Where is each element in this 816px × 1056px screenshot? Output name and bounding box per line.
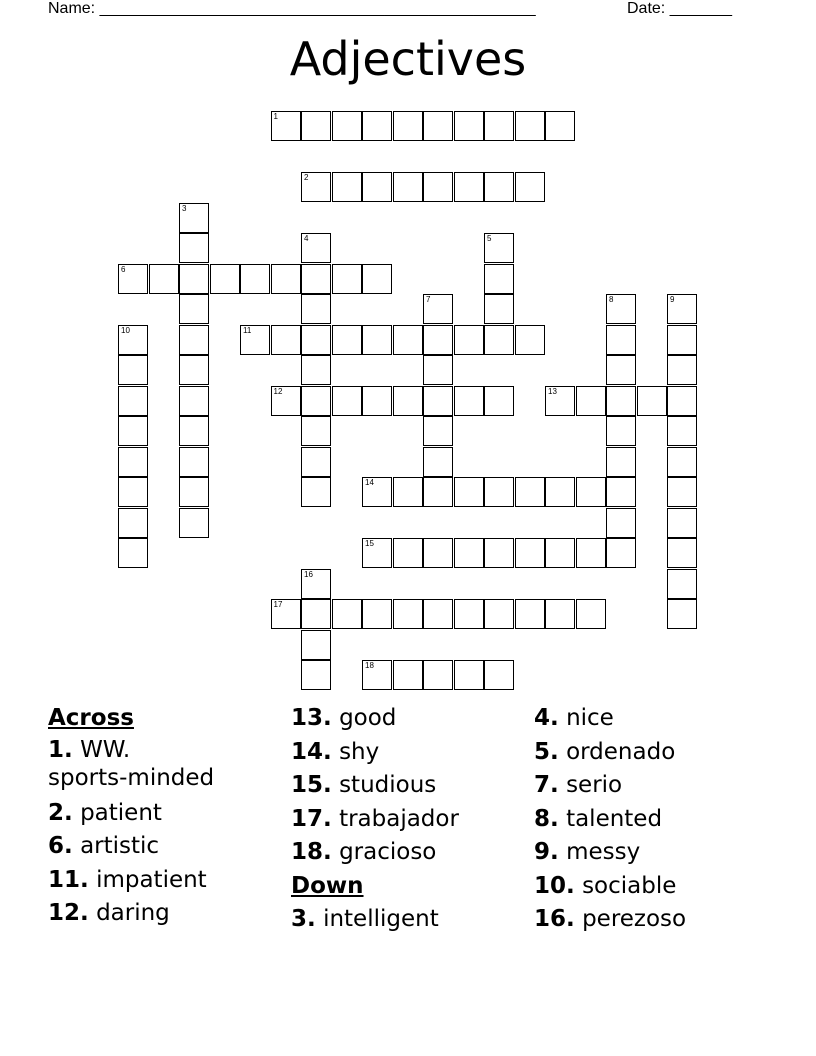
crossword-cell[interactable]	[515, 477, 545, 507]
crossword-cell[interactable]	[118, 508, 148, 538]
crossword-cell[interactable]	[484, 172, 514, 202]
crossword-cell[interactable]	[301, 111, 331, 141]
clue-text-continued: sports-minded	[48, 764, 215, 791]
cell-number: 8	[609, 295, 614, 304]
crossword-cell[interactable]	[667, 386, 697, 416]
date-label: Date:	[627, 0, 666, 17]
clue-across-11	[48, 864, 214, 898]
clue-text: sociable	[582, 872, 677, 899]
crossword-cell[interactable]	[301, 569, 331, 599]
crossword-cell[interactable]	[179, 233, 209, 263]
clue-down-9	[534, 836, 686, 870]
crossword-cell[interactable]	[301, 477, 331, 507]
crossword-cell[interactable]	[667, 416, 697, 446]
crossword-cell[interactable]	[515, 172, 545, 202]
cell-number: 6	[121, 264, 126, 274]
cell-number: 9	[670, 295, 675, 304]
cell-number: 2	[304, 173, 309, 182]
crossword-cell[interactable]	[393, 111, 423, 141]
crossword-cell[interactable]	[362, 386, 392, 416]
crossword-cell[interactable]	[179, 264, 209, 294]
crossword-cell[interactable]	[667, 508, 697, 538]
clue-across-2	[48, 797, 214, 831]
crossword-cell[interactable]	[301, 355, 331, 385]
crossword-cell[interactable]	[545, 477, 575, 507]
clue-text: perezoso	[582, 906, 687, 932]
crossword-cell[interactable]	[149, 264, 179, 294]
crossword-cell[interactable]	[118, 416, 148, 446]
cell-number: 11	[243, 325, 252, 335]
crossword-cell[interactable]	[393, 538, 423, 568]
crossword-cell[interactable]	[118, 355, 148, 385]
clue-text: trabajador	[339, 805, 459, 832]
clue-across-6	[48, 830, 214, 864]
crossword-cell[interactable]	[637, 386, 667, 416]
clue-text: studious	[339, 772, 437, 798]
clue-number: 10.	[534, 872, 575, 899]
crossword-cell[interactable]	[423, 477, 453, 507]
crossword-cell[interactable]	[423, 294, 453, 324]
crossword-cell[interactable]	[393, 325, 423, 355]
crossword-cell[interactable]	[118, 538, 148, 568]
clue-text: WW.	[80, 736, 131, 763]
crossword-cell[interactable]	[454, 172, 484, 202]
crossword-cell[interactable]	[515, 599, 545, 629]
cell-number: 18	[365, 661, 374, 670]
crossword-cell[interactable]	[606, 508, 636, 538]
crossword-cell[interactable]	[576, 538, 606, 568]
crossword-cell[interactable]	[545, 599, 575, 629]
crossword-cell[interactable]	[393, 477, 423, 507]
crossword-cell[interactable]	[332, 172, 362, 202]
clue-text: impatient	[96, 866, 207, 893]
clue-down-7	[534, 769, 686, 803]
crossword-cell[interactable]	[667, 325, 697, 355]
crossword-cell[interactable]	[271, 264, 301, 294]
crossword-cell[interactable]	[118, 447, 148, 477]
clue-across-13	[291, 702, 459, 736]
crossword-cell[interactable]	[240, 264, 270, 294]
crossword-cell[interactable]	[576, 477, 606, 507]
crossword-cell[interactable]	[484, 660, 514, 690]
crossword-cell[interactable]	[515, 111, 545, 141]
crossword-cell[interactable]	[667, 294, 697, 324]
crossword-cell[interactable]	[118, 264, 148, 294]
crossword-cell[interactable]	[301, 599, 331, 629]
clue-text: talented	[566, 805, 663, 832]
crossword-cell[interactable]	[515, 325, 545, 355]
crossword-cell[interactable]	[515, 538, 545, 568]
crossword-cell[interactable]	[362, 264, 392, 294]
cell-number: 16	[304, 569, 313, 579]
crossword-cell[interactable]	[545, 111, 575, 141]
crossword-cell[interactable]	[179, 355, 209, 385]
crossword-cell[interactable]	[301, 294, 331, 324]
cell-number: 13	[548, 386, 557, 396]
crossword-cell[interactable]	[179, 386, 209, 416]
clue-number: 2.	[48, 799, 73, 826]
clue-across-18	[291, 836, 459, 870]
crossword-cell[interactable]	[179, 203, 209, 233]
clue-number: 9.	[534, 839, 559, 865]
crossword-cell[interactable]	[423, 325, 453, 355]
clue-number: 8.	[534, 805, 559, 832]
clue-column-2	[291, 702, 459, 937]
crossword-cell[interactable]	[667, 355, 697, 385]
clue-across-15	[291, 769, 459, 803]
clue-down-8	[534, 803, 686, 837]
clue-text: artistic	[80, 833, 160, 859]
crossword-cell[interactable]	[210, 264, 240, 294]
crossword-cell[interactable]	[606, 477, 636, 507]
clue-number: 5.	[534, 738, 559, 765]
crossword-cell[interactable]	[362, 538, 392, 568]
clue-text: daring	[96, 900, 170, 926]
page-title: Adjectives	[289, 32, 527, 86]
crossword-cell[interactable]	[484, 233, 514, 263]
crossword-cell[interactable]	[179, 477, 209, 507]
clue-text: gracioso	[339, 839, 437, 865]
cell-number: 14	[365, 478, 374, 487]
crossword-cell[interactable]	[301, 630, 331, 660]
crossword-cell[interactable]	[393, 660, 423, 690]
crossword-cell[interactable]	[393, 386, 423, 416]
crossword-cell[interactable]	[423, 660, 453, 690]
crossword-cell[interactable]	[606, 325, 636, 355]
clue-across-14	[291, 736, 459, 770]
cell-number: 7	[426, 295, 431, 304]
name-label: Name:	[48, 0, 96, 17]
crossword-cell[interactable]	[606, 355, 636, 385]
crossword-cell[interactable]	[454, 477, 484, 507]
crossword-cell[interactable]	[118, 386, 148, 416]
clue-down-10	[534, 870, 686, 904]
crossword-cell[interactable]	[118, 477, 148, 507]
clue-column-1	[48, 702, 214, 931]
across-heading: Across	[48, 705, 134, 731]
clue-number: 7.	[534, 772, 559, 798]
cell-number: 1	[273, 112, 278, 121]
crossword-cell[interactable]	[271, 325, 301, 355]
clue-number: 12.	[48, 900, 89, 926]
crossword-cell[interactable]	[332, 599, 362, 629]
clue-down-16	[534, 903, 686, 937]
crossword-cell[interactable]	[606, 447, 636, 477]
crossword-cell[interactable]	[301, 447, 331, 477]
clue-across-12	[48, 897, 214, 931]
clue-down-5	[534, 736, 686, 770]
crossword-cell[interactable]	[423, 447, 453, 477]
clue-number: 14.	[291, 738, 332, 765]
crossword-cell[interactable]	[179, 294, 209, 324]
crossword-cell[interactable]	[484, 264, 514, 294]
clue-across-1	[48, 736, 214, 797]
crossword-cell[interactable]	[423, 111, 453, 141]
crossword-cell[interactable]	[545, 538, 575, 568]
clue-text: ordenado	[566, 738, 676, 765]
crossword-cell[interactable]	[484, 599, 514, 629]
crossword-cell[interactable]	[332, 325, 362, 355]
crossword-cell[interactable]	[301, 172, 331, 202]
crossword-cell[interactable]	[301, 325, 331, 355]
crossword-cell[interactable]	[454, 111, 484, 141]
crossword-cell[interactable]	[454, 599, 484, 629]
clue-column-3	[534, 702, 686, 937]
crossword-cell[interactable]	[118, 325, 148, 355]
clue-number: 1.	[48, 736, 73, 763]
name-blank: _________________________________________________	[99, 0, 536, 17]
clue-number: 13.	[291, 705, 332, 731]
crossword-cell[interactable]	[667, 447, 697, 477]
cell-number: 4	[304, 234, 309, 243]
crossword-cell[interactable]	[362, 325, 392, 355]
crossword-cell[interactable]	[576, 599, 606, 629]
crossword-cell[interactable]	[484, 477, 514, 507]
clue-text: messy	[566, 839, 641, 865]
crossword-cell[interactable]	[606, 416, 636, 446]
crossword-cell[interactable]	[454, 538, 484, 568]
crossword-cell[interactable]	[362, 172, 392, 202]
crossword-cell[interactable]	[454, 325, 484, 355]
crossword-cell[interactable]	[393, 172, 423, 202]
cell-number: 5	[487, 234, 492, 243]
cell-number: 12	[273, 386, 283, 396]
clue-number: 6.	[48, 833, 73, 859]
down-heading: Down	[291, 872, 364, 899]
crossword-cell[interactable]	[423, 599, 453, 629]
crossword-cell[interactable]	[545, 386, 575, 416]
crossword-cell[interactable]	[179, 325, 209, 355]
crossword-cell[interactable]	[362, 660, 392, 690]
crossword-cell[interactable]	[606, 294, 636, 324]
clue-text: patient	[80, 799, 162, 826]
clue-text: intelligent	[323, 906, 439, 932]
crossword-cell[interactable]	[332, 264, 362, 294]
clue-number: 11.	[48, 866, 89, 893]
clue-number: 3.	[291, 906, 316, 932]
crossword-cell[interactable]	[332, 111, 362, 141]
cell-number: 17	[273, 600, 283, 609]
crossword-cell[interactable]	[362, 477, 392, 507]
crossword-cell[interactable]	[271, 599, 301, 629]
crossword-cell[interactable]	[362, 111, 392, 141]
crossword-cell[interactable]	[179, 447, 209, 477]
crossword-cell[interactable]	[301, 416, 331, 446]
crossword-cell[interactable]	[667, 538, 697, 568]
clue-down-4	[534, 702, 686, 736]
clue-across-17	[291, 803, 459, 837]
crossword-cell[interactable]	[667, 477, 697, 507]
crossword-cell[interactable]	[667, 569, 697, 599]
crossword-cell[interactable]	[576, 386, 606, 416]
crossword-cell[interactable]	[423, 355, 453, 385]
crossword-cell[interactable]	[484, 111, 514, 141]
crossword-cell[interactable]	[606, 538, 636, 568]
crossword-cell[interactable]	[301, 386, 331, 416]
crossword-cell[interactable]	[423, 538, 453, 568]
clue-number: 15.	[291, 772, 332, 798]
crossword-cell[interactable]	[271, 386, 301, 416]
cell-number: 10	[121, 325, 130, 335]
crossword-cell[interactable]	[332, 386, 362, 416]
crossword-cell[interactable]	[423, 172, 453, 202]
clue-number: 16.	[534, 906, 575, 932]
crossword-cell[interactable]	[484, 538, 514, 568]
clue-text: serio	[566, 772, 623, 798]
clue-text: nice	[566, 705, 614, 731]
crossword-cell[interactable]	[484, 325, 514, 355]
crossword-cell[interactable]	[301, 660, 331, 690]
crossword-cell[interactable]	[271, 111, 301, 141]
cell-number: 15	[365, 539, 374, 548]
crossword-cell[interactable]	[393, 599, 423, 629]
crossword-cell[interactable]	[423, 386, 453, 416]
clue-text: shy	[339, 738, 380, 765]
clue-number: 18.	[291, 839, 332, 865]
crossword-cell[interactable]	[240, 325, 270, 355]
crossword-cell[interactable]	[454, 386, 484, 416]
crossword-cell[interactable]	[423, 416, 453, 446]
crossword-cell[interactable]	[362, 599, 392, 629]
clue-number: 4.	[534, 705, 559, 731]
crossword-cell[interactable]	[301, 264, 331, 294]
crossword-cell[interactable]	[179, 508, 209, 538]
crossword-cell[interactable]	[179, 416, 209, 446]
clue-text: good	[339, 705, 397, 731]
crossword-cell[interactable]	[301, 233, 331, 263]
clue-down-3	[291, 903, 459, 937]
cell-number: 3	[182, 203, 187, 213]
clue-number: 17.	[291, 805, 332, 832]
crossword-cell[interactable]	[454, 660, 484, 690]
crossword-cell[interactable]	[667, 599, 697, 629]
crossword-cell[interactable]	[606, 386, 636, 416]
date-blank: _______	[669, 0, 732, 17]
crossword-cell[interactable]	[484, 386, 514, 416]
crossword-cell[interactable]	[484, 294, 514, 324]
